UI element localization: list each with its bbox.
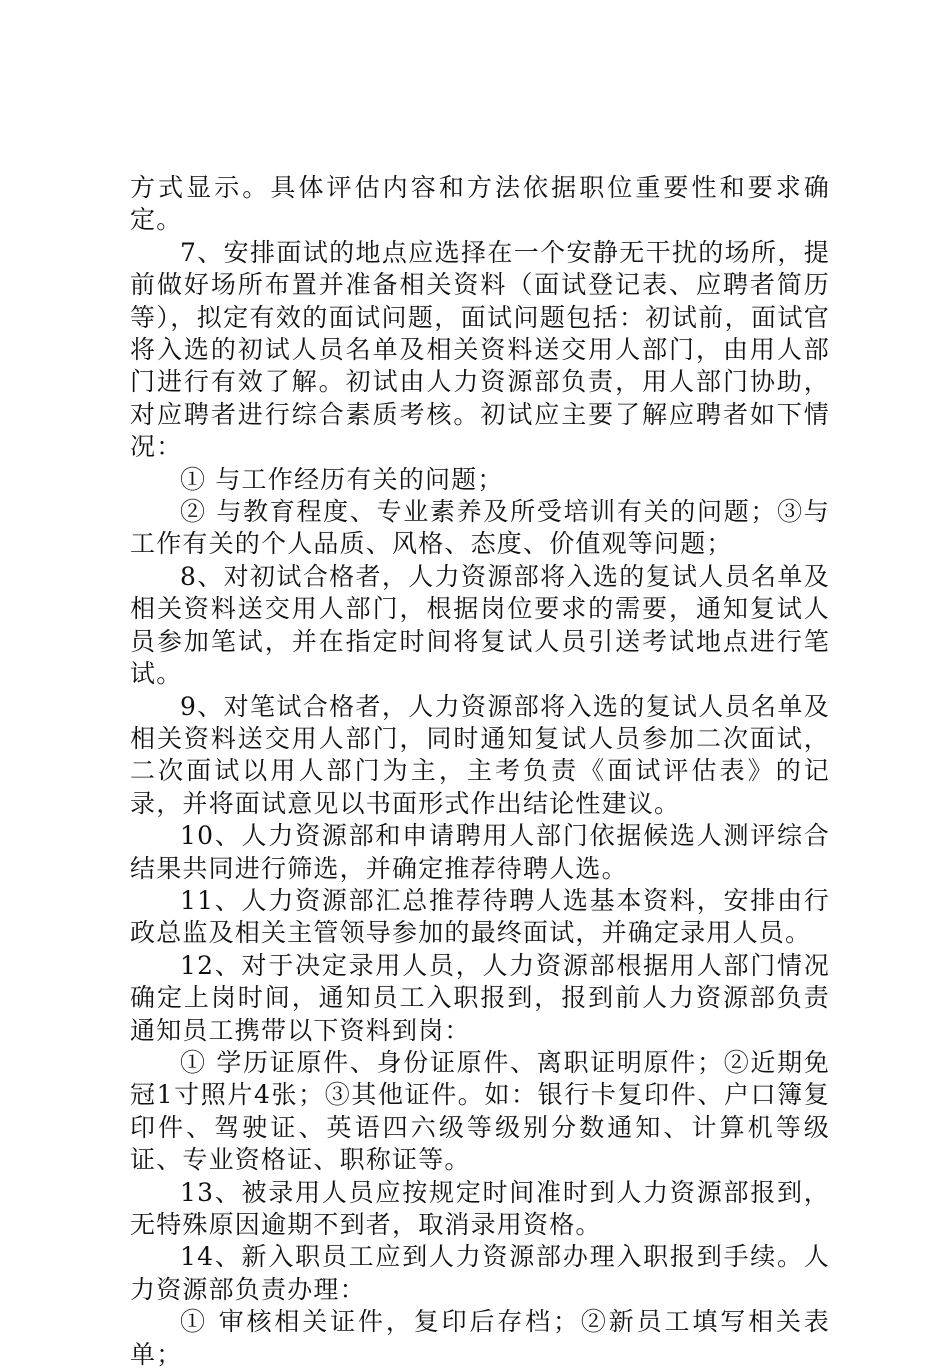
document-body	[130, 172, 830, 1371]
paragraph-subitem-onboarding: ① 审核相关证件，复印后存档；②新员工填写相关表单；	[130, 1307, 830, 1369]
paragraph-item-14: 14、新入职员工应到人力资源部办理入职报到手续。人力资源部负责办理：	[130, 1242, 830, 1304]
paragraph-item-7: 7、安排面试的地点应选择在一个安静无干扰的场所，提前做好场所布置并准备相关资料（面试登记表、应聘者简历等），拟定有效的面试问题，面试问题包括：初试前，面试官将入选的初试人员名单及相关资料送交用人部门，由用人部门进行有效了解。初试由人力资源部负责，用人部门协助，对应聘者进行综合素质考核。初试应主要了解应聘者如下情况：	[130, 237, 830, 462]
paragraph-item-11: 11、人力资源部汇总推荐待聘人选基本资料，安排由行政总监及相关主管领导参加的最终面试，并确定录用人员。	[130, 885, 830, 948]
paragraph-subitem-work-history: ① 与工作经历有关的问题；	[180, 464, 504, 494]
paragraph-item-12: 12、对于决定录用人员，人力资源部根据用人部门情况确定上岗时间，通知员工入职报到，报到前人力资源部负责通知员工携带以下资料到岗：	[130, 950, 830, 1045]
paragraph-item-9: 9、对笔试合格者，人力资源部将入选的复试人员名单及相关资料送交用人部门，同时通知复试人员参加二次面试，二次面试以用人部门为主，主考负责《面试评估表》的记录，并将面试意见以书面形式作出结论性建议。	[130, 691, 830, 818]
paragraph-item-8: 8、对初试合格者，人力资源部将入选的复试人员名单及相关资料送交用人部门，根据岗位要求的需要，通知复试人员参加笔试，并在指定时间将复试人员引送考试地点进行笔试。	[130, 561, 830, 689]
paragraph-item-13: 13、被录用人员应按规定时间准时到人力资源部报到，无特殊原因逾期不到者，取消录用资格。	[130, 1177, 830, 1239]
paragraph-continuation: 方式显示。具体评估内容和方法依据职位重要性和要求确定。	[130, 173, 830, 235]
paragraph-subitem-education: ② 与教育程度、专业素养及所受培训有关的问题；③与工作有关的个人品质、风格、态度、价值观等问题；	[130, 497, 830, 559]
paragraph-item-10: 10、人力资源部和申请聘用人部门依据候选人测评综合结果共同进行筛选，并确定推荐待聘人选。	[130, 821, 830, 883]
paragraph-subitem-documents: ① 学历证原件、身份证原件、离职证明原件；②近期免冠1寸照片4张；③其他证件。如：银行卡复印件、户口簿复印件、驾驶证、英语四六级等级别分数通知、计算机等级证、专业资格证、职称证等。	[130, 1047, 830, 1175]
